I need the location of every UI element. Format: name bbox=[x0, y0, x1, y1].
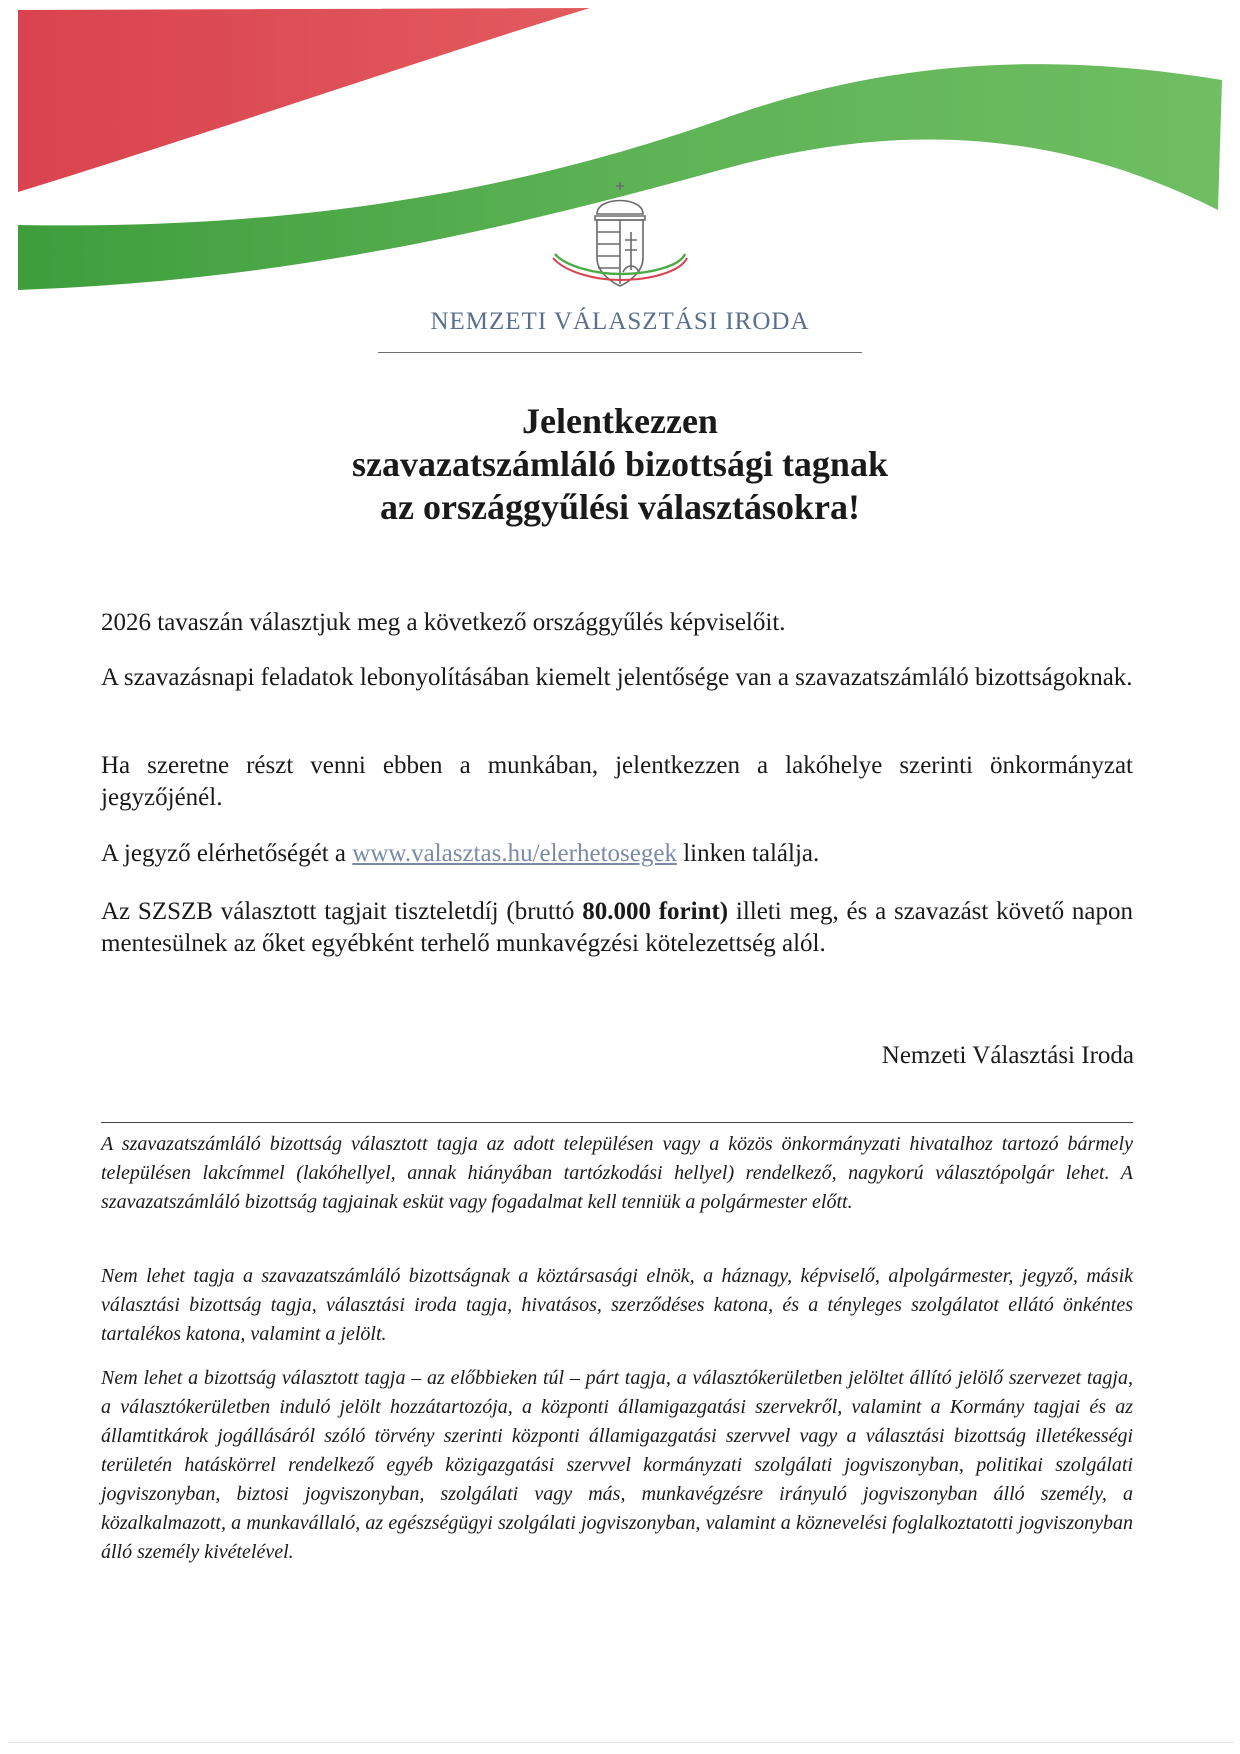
bottom-scan-line bbox=[8, 1742, 1234, 1743]
page-title bbox=[0, 400, 1240, 529]
coat-of-arms-logo bbox=[535, 178, 705, 296]
title-line-1: Jelentkezzen bbox=[522, 401, 718, 441]
contacts-link[interactable]: www.valasztas.hu/elerhetosegek bbox=[352, 840, 677, 867]
note-1: A szavazatszámláló bizottság választott tagja az adott településen vagy a közös önkormányzati hivatalhoz tartozó bármely településen lakcímmel (lakóhellyel, annak hiányában tartózkodási hellyel) rendelkező, nagykorú választópolgár lehet. A szavazatszámláló bizottság tagjainak esküt vagy fogadalmat kell tenniük a polgármester előtt. bbox=[101, 1133, 1133, 1213]
paragraph-4-text-start: A jegyző elérhetőségét a bbox=[101, 840, 353, 867]
paragraph-4-text-end: linken találja. bbox=[676, 840, 820, 867]
paragraph-2: A szavazásnapi feladatok lebonyolításában kiemelt jelentősége van a szavazatszámláló bizottságoknak. bbox=[101, 664, 1133, 691]
paragraph-5-text-end: illeti meg, és a szavazást követő napon mentesülnek az őket egyébként terhelő munkavégzési kötelezettség alól. bbox=[101, 898, 1133, 957]
signature: Nemzeti Választási Iroda bbox=[881, 1042, 1134, 1069]
header-divider bbox=[378, 352, 862, 353]
title-line-3: az országgyűlési választásokra! bbox=[380, 487, 860, 527]
red-swoosh bbox=[18, 8, 590, 192]
paragraph-5 bbox=[101, 896, 1133, 960]
title-line-2: szavazatszámláló bizottsági tagnak bbox=[352, 444, 888, 484]
paragraph-5-text-start: Az SZSZB választott tagjait tiszteletdíj (bruttó bbox=[101, 898, 583, 925]
note-2: Nem lehet tagja a szavazatszámláló bizottságnak a köztársasági elnök, a háznagy, képviselő, alpolgármester, jegyző, másik választási bizottság tagja, választási iroda tagja, hivatásos, szerződéses katona, és a tényleges szolgálatot ellátó önkéntes tartalékos katona, valamint a jelölt. bbox=[101, 1265, 1133, 1345]
footnote-divider bbox=[101, 1122, 1133, 1123]
office-name: NEMZETI VÁLASZTÁSI IRODA bbox=[430, 308, 810, 335]
paragraph-4 bbox=[101, 838, 1133, 870]
paragraph-3: Ha szeretne részt venni ebben a munkában, jelentkezzen a lakóhelye szerinti önkormányzat jegyzőjénél. bbox=[101, 752, 1133, 811]
honorarium-amount: 80.000 forint) bbox=[582, 898, 729, 925]
paragraph-1: 2026 tavaszán választjuk meg a következő országgyűlés képviselőit. bbox=[101, 609, 786, 636]
note-3: Nem lehet a bizottság választott tagja – az előbbieken túl – párt tagja, a választókerületben jelöltet állító jelölő szervezet tagja, a választókerületben induló jelölt hozzátartozója, a központi államigazgatási szervekről, valamint a Kormány tagjai és az államtitkárok jogállásáról szóló törvény szerinti központi államigazgatási szervvel vagy a választási bizottság illetékességi területén hatáskörrel rendelkező egyéb közigazgatási szervvel kormányzati szolgálati jogviszonyban, politikai szolgálati jogviszonyban, biztosi jogviszonyban, szolgálati vagy más, munkavégzésre irányuló jogviszonyban álló személy, a közalkalmazott, a munkavállaló, az egészségügyi szolgálati jogviszonyban, valamint a köznevelési foglalkoztatotti jogviszonyban álló személy kivételével. bbox=[101, 1367, 1133, 1563]
